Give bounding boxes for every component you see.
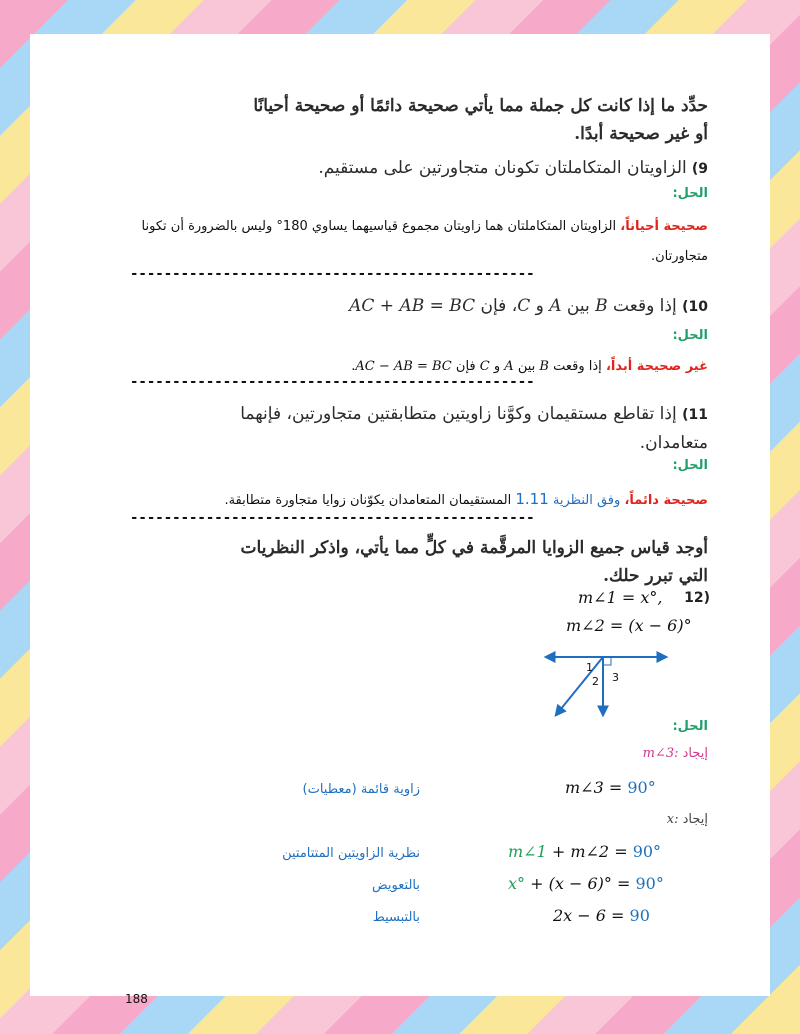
verdict: صحيحة دائماً، [624,493,708,508]
instructions-1-line2: أو غير صحيحة أبدًا. [574,124,708,144]
question-text: الزاويتان المتكاملتان تكونان متجاورتين على مستقيم. [318,158,687,178]
q10-answer-var-b: B [539,359,549,374]
solution-label: الحل: [672,186,708,201]
answer-text: المستقيمان المتعامدان يكوّنان زوايا متجاورة متطابقة. [224,493,512,508]
m3-reason: زاوية قائمة (معطيات) [302,782,420,797]
equation-reason: بالتبسيط [372,910,420,925]
find-x-heading [92,812,708,827]
find-label: إيجاد [682,812,708,827]
page-number: 188 [125,992,148,1006]
eq-value: 90° [632,842,662,861]
eq-rest: + m∠2 = [546,842,633,861]
equation-reason: نظرية الزاويتين المتتامتين [282,846,420,861]
q10-answer-equation: AC − AB = BC [355,359,452,374]
eq-value: 90° [635,874,664,893]
q10-answer-then: فإن [455,359,476,374]
question-9 [92,154,708,182]
angle-label-2: 2 [592,675,599,688]
q12-given-2: m∠2 = (x − 6)° [566,616,692,635]
q10-var-b: B [595,296,608,316]
find-label: إيجاد [682,746,708,761]
q10-answer-var-a: A [504,359,514,374]
solution-label: الحل: [672,328,708,343]
angle-diagram [540,649,680,724]
instructions-2-line2: التي تبرر حلك. [603,566,708,586]
m3-equation [565,778,656,797]
solution-label: الحل: [672,719,708,734]
instructions-2-line1: أوجد قياس جميع الزوايا المرقَّمة في كلٍّ مما يأتي، واذكر النظريات [240,538,708,558]
eq-green: m∠1 [508,842,547,861]
question-number: 12) [684,590,710,606]
q10-between: بين [566,296,590,316]
q11-line2: متعامدان. [639,433,708,453]
eq-rest: + (x − 6)° = [525,874,636,893]
q10-answer-var-c: C [479,359,490,374]
find-m3-heading [92,746,708,761]
question-11 [92,400,708,457]
theorem-number: 1.11 [515,490,549,508]
q10-answer-and: و [493,359,501,374]
textbook-page [30,34,770,1006]
equation-row [553,906,650,925]
right-angle-mark [603,657,611,665]
separator: ------------------------------------------------ [130,266,535,282]
q10-text-prefix: إذا وقعت [613,296,677,316]
q10-equation: AC + AB = BC [349,296,476,316]
eq-rest: 2x − 6 = [553,906,630,925]
q10-var-c: C [517,296,531,316]
q10-then: ، فإن [480,296,518,316]
theorem-ref: وفق النظرية [552,493,621,508]
find-var: x: [666,812,679,827]
question-number: 10) [682,299,708,315]
angle-label-3: 3 [612,671,619,684]
eq-green: x° [508,874,526,893]
eq-value: 90 [629,906,650,925]
question-number: 9) [691,161,708,177]
m3-eq-value: 90° [627,778,656,797]
angle-label-1: 1 [586,661,593,674]
answer-line2: متجاورتان. [650,249,708,264]
equation-reason: بالتعويض [372,878,420,893]
verdict: غير صحيحة أبداً، [605,359,708,374]
instructions-2 [92,534,708,590]
separator: ------------------------------------------------ [130,510,535,526]
q10-var-a: A [549,296,562,316]
solution-label: الحل: [672,458,708,473]
find-var: m∠3: [642,746,679,761]
instructions-1-line1: حدِّد ما إذا كانت كل جملة مما يأتي صحيحة دائمًا أو صحيحة أحيانًا [253,96,708,116]
q10-and: و [535,296,544,316]
question-10 [92,292,708,321]
q11-line1: إذا تقاطع مستقيمان وكوَّنا زاويتين متطابقتين متجاورتين، فإنهما [240,404,677,424]
answer-text: الزاويتان المتكاملتان هما زاويتان مجموع قياسيهما يساوي 180° وليس بالضرورة أن تكونا [141,219,617,234]
q10-answer: غير صحيحة أبداً، إذا وقعت B بين A و C فإن AC − AB = BC. [351,359,708,374]
q9-answer [92,212,708,272]
separator: ------------------------------------------------ [130,374,535,390]
m3-eq-left: m∠3 = [565,778,628,797]
question-number: 11) [682,407,708,423]
q12-given-1: m∠1 = x°, [578,588,663,607]
q10-answer-between: بين [517,359,536,374]
equation-row [508,842,661,861]
equation-row [508,874,664,893]
q10-answer-prefix: إذا وقعت [553,359,602,374]
instructions-1 [92,92,708,148]
verdict: صحيحة أحياناً، [620,219,708,234]
